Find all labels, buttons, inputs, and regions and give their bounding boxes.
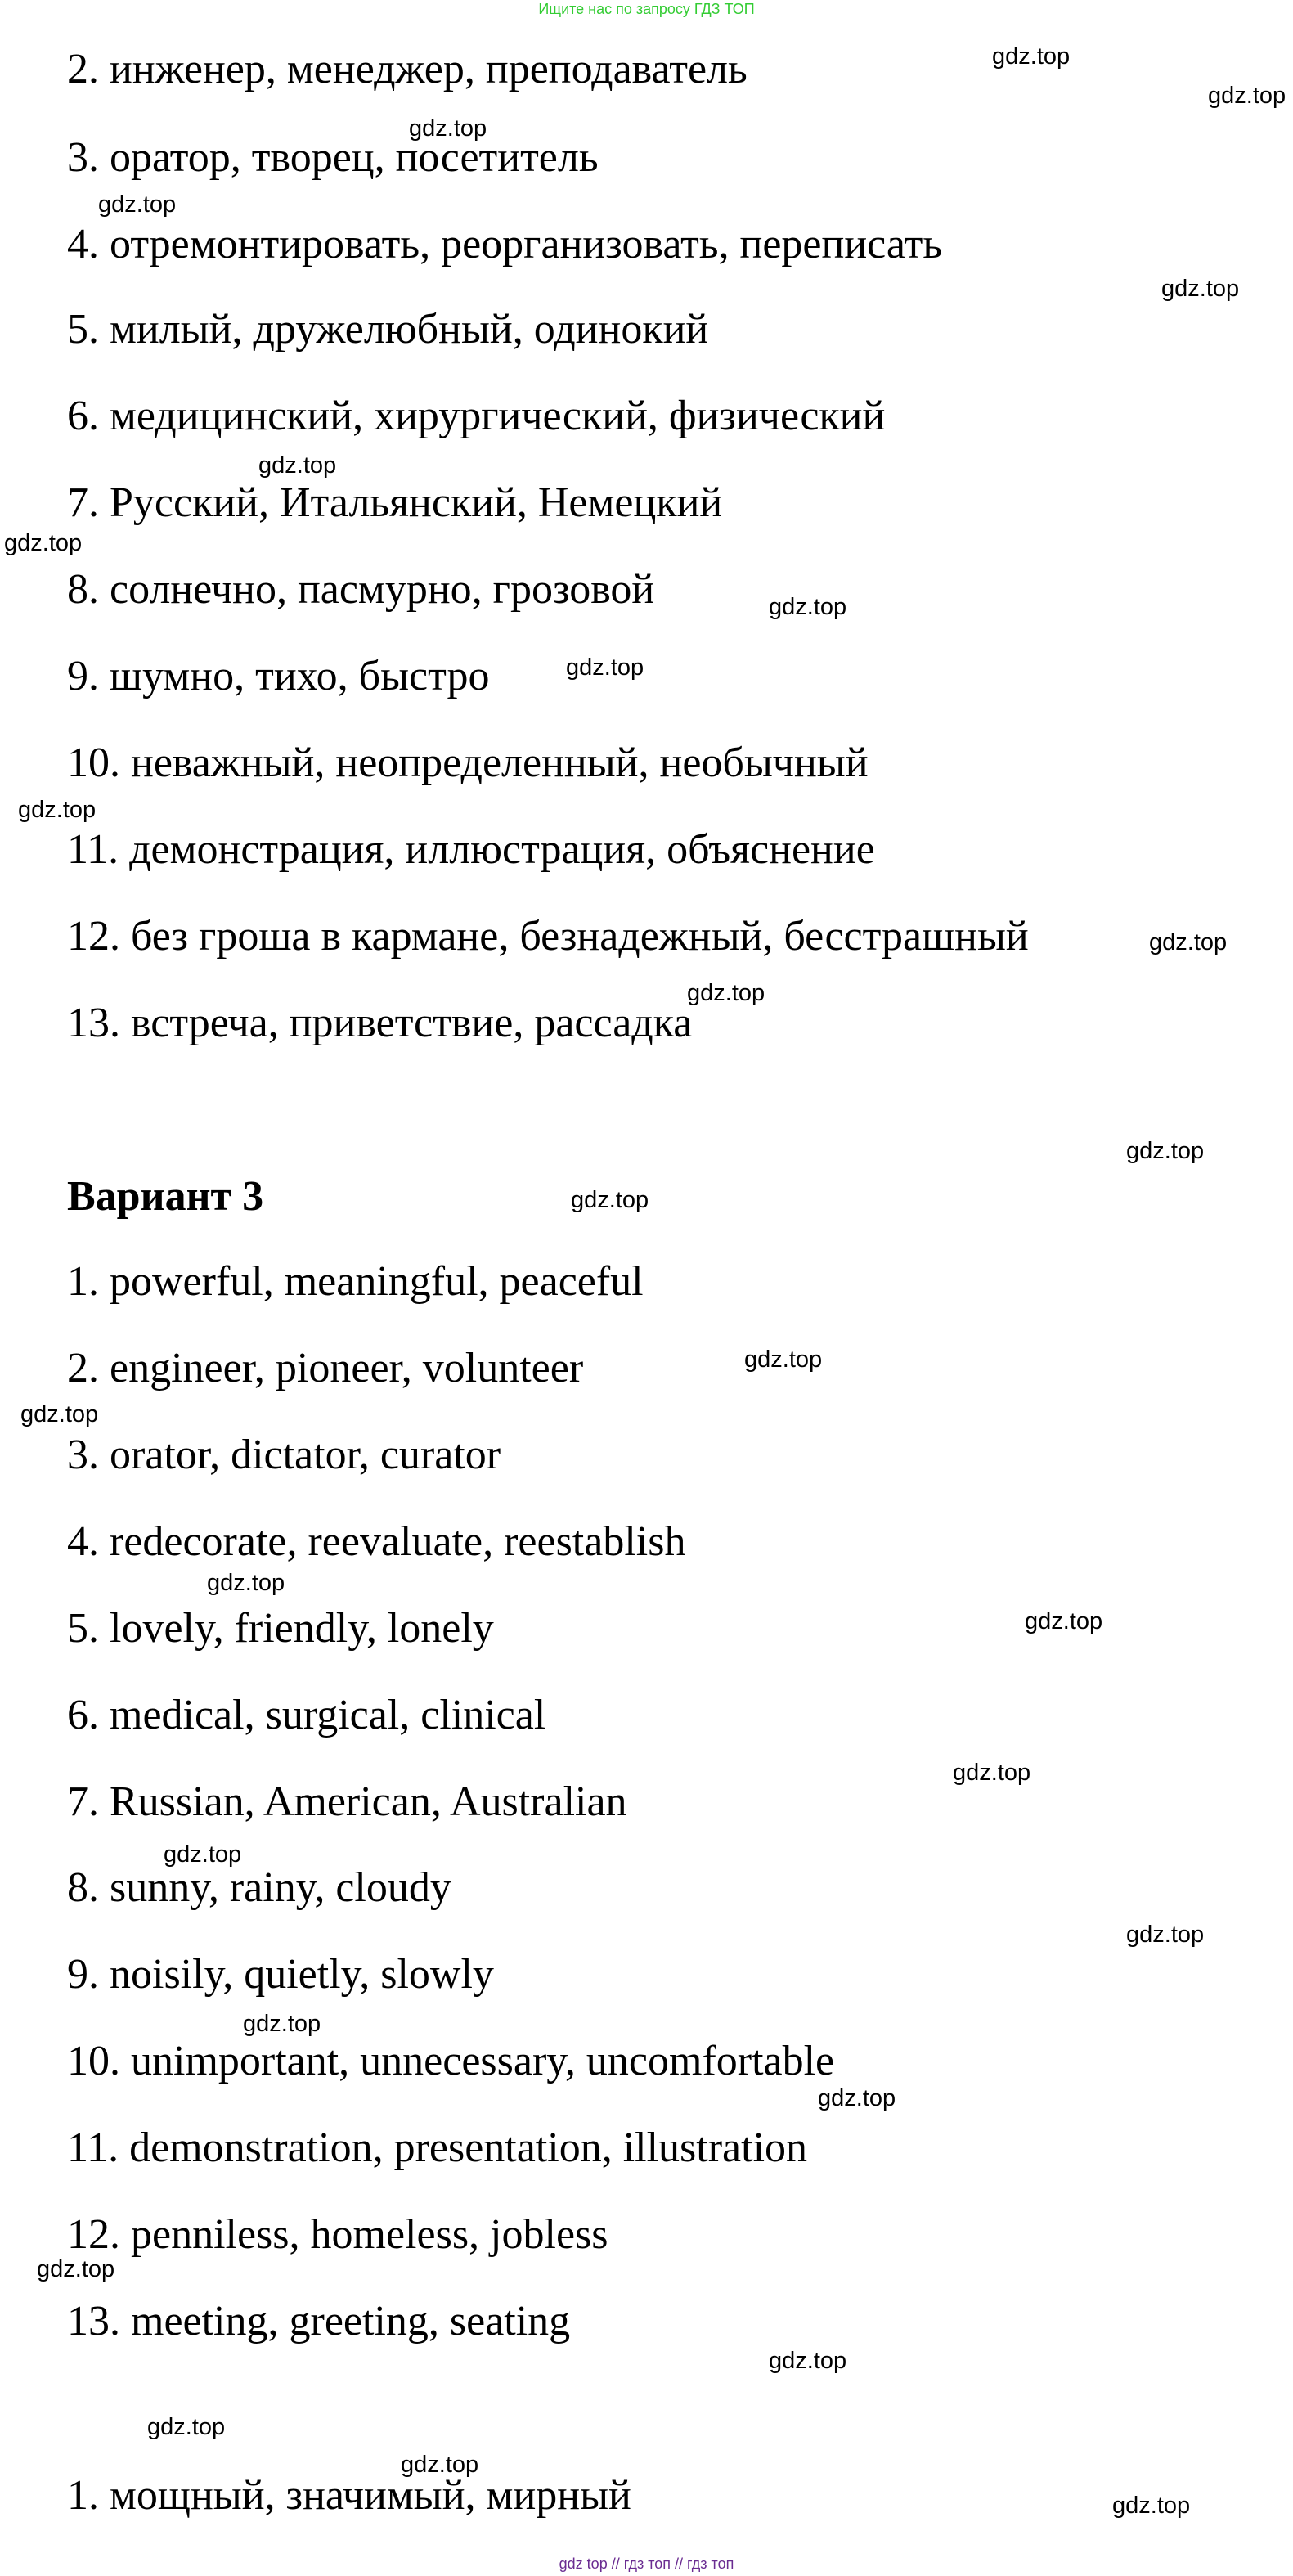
watermark: gdz.top xyxy=(1112,2493,1191,2519)
watermark: gdz.top xyxy=(37,2256,115,2282)
answer-line-en-9: 9. noisily, quietly, slowly xyxy=(67,1951,494,1998)
answer-line-ru-9: 9. шумно, тихо, быстро xyxy=(67,653,490,699)
answer-line-en-3: 3. orator, dictator, curator xyxy=(67,1432,501,1478)
watermark: gdz.top xyxy=(992,43,1071,70)
watermark: gdz.top xyxy=(1126,1922,1205,1948)
answer-line-ru-8: 8. солнечно, пасмурно, грозовой xyxy=(67,566,655,613)
answer-line-en-2: 2. engineer, pioneer, volunteer xyxy=(67,1345,584,1391)
answer-line-en-13: 13. meeting, greeting, seating xyxy=(67,2298,571,2344)
answer-line-ru-5: 5. милый, дружелюбный, одинокий xyxy=(67,306,709,353)
watermark: gdz.top xyxy=(147,2414,226,2440)
answer-line-ru-13: 13. встреча, приветствие, рассадка xyxy=(67,1000,693,1046)
watermark: gdz.top xyxy=(571,1187,649,1213)
watermark: gdz.top xyxy=(401,2452,479,2478)
watermark: gdz.top xyxy=(687,980,765,1006)
watermark: gdz.top xyxy=(769,594,847,620)
answer-line-ru-2: 2. инженер, менеджер, преподаватель xyxy=(67,46,748,92)
watermark: gdz.top xyxy=(18,797,97,823)
watermark: gdz.top xyxy=(4,530,83,556)
watermark: gdz.top xyxy=(1208,83,1286,109)
answer-line-ru-4: 4. отремонтировать, реорганизовать, переписать xyxy=(67,221,943,267)
watermark: gdz.top xyxy=(1025,1608,1103,1634)
answer-line-en-4: 4. redecorate, reevaluate, reestablish xyxy=(67,1518,686,1565)
answer-line-ru-6: 6. медицинский, хирургический, физический xyxy=(67,393,886,439)
answer-line-ru-7: 7. Русский, Итальянский, Немецкий xyxy=(67,479,723,526)
answer-line-en-11: 11. demonstration, presentation, illustration xyxy=(67,2124,808,2171)
answer-line-ru-bottom-1: 1. мощный, значимый, мирный xyxy=(67,2472,631,2519)
watermark: gdz.top xyxy=(20,1401,99,1427)
watermark: gdz.top xyxy=(566,654,644,681)
answer-line-ru-3: 3. оратор, творец, посетитель xyxy=(67,134,599,181)
watermark: gdz.top xyxy=(1149,929,1228,955)
answer-line-ru-11: 11. демонстрация, иллюстрация, объяснение xyxy=(67,826,875,873)
watermark: gdz.top xyxy=(953,1760,1031,1786)
watermark: gdz.top xyxy=(1161,276,1240,302)
watermark: gdz.top xyxy=(207,1570,285,1596)
variant-heading: Вариант 3 xyxy=(67,1173,264,1220)
answer-line-en-5: 5. lovely, friendly, lonely xyxy=(67,1605,494,1652)
answer-line-en-7: 7. Russian, American, Australian xyxy=(67,1778,627,1825)
answer-line-en-8: 8. sunny, rainy, cloudy xyxy=(67,1864,451,1911)
answer-line-en-10: 10. unimportant, unnecessary, uncomfortable xyxy=(67,2038,835,2084)
watermark: gdz.top xyxy=(409,115,487,142)
watermark: gdz.top xyxy=(818,2085,896,2111)
footer-links[interactable]: gdz top // гдз топ // гдз топ xyxy=(559,2556,734,2572)
watermark: gdz.top xyxy=(744,1346,823,1373)
answer-line-ru-12: 12. без гроша в кармане, безнадежный, бесстрашный xyxy=(67,913,1029,960)
answer-line-en-1: 1. powerful, meaningful, peaceful xyxy=(67,1258,644,1305)
watermark: gdz.top xyxy=(243,2011,321,2037)
watermark: gdz.top xyxy=(258,452,337,479)
watermark: gdz.top xyxy=(164,1841,242,1868)
watermark: gdz.top xyxy=(769,2348,847,2374)
top-banner[interactable]: Ищите нас по запросу ГДЗ ТОП xyxy=(538,1,755,17)
answer-line-ru-10: 10. неважный, неопределенный, необычный xyxy=(67,740,869,786)
answer-line-en-12: 12. penniless, homeless, jobless xyxy=(67,2211,608,2258)
watermark: gdz.top xyxy=(1126,1138,1205,1164)
watermark: gdz.top xyxy=(98,191,177,218)
answer-line-en-6: 6. medical, surgical, clinical xyxy=(67,1692,546,1738)
